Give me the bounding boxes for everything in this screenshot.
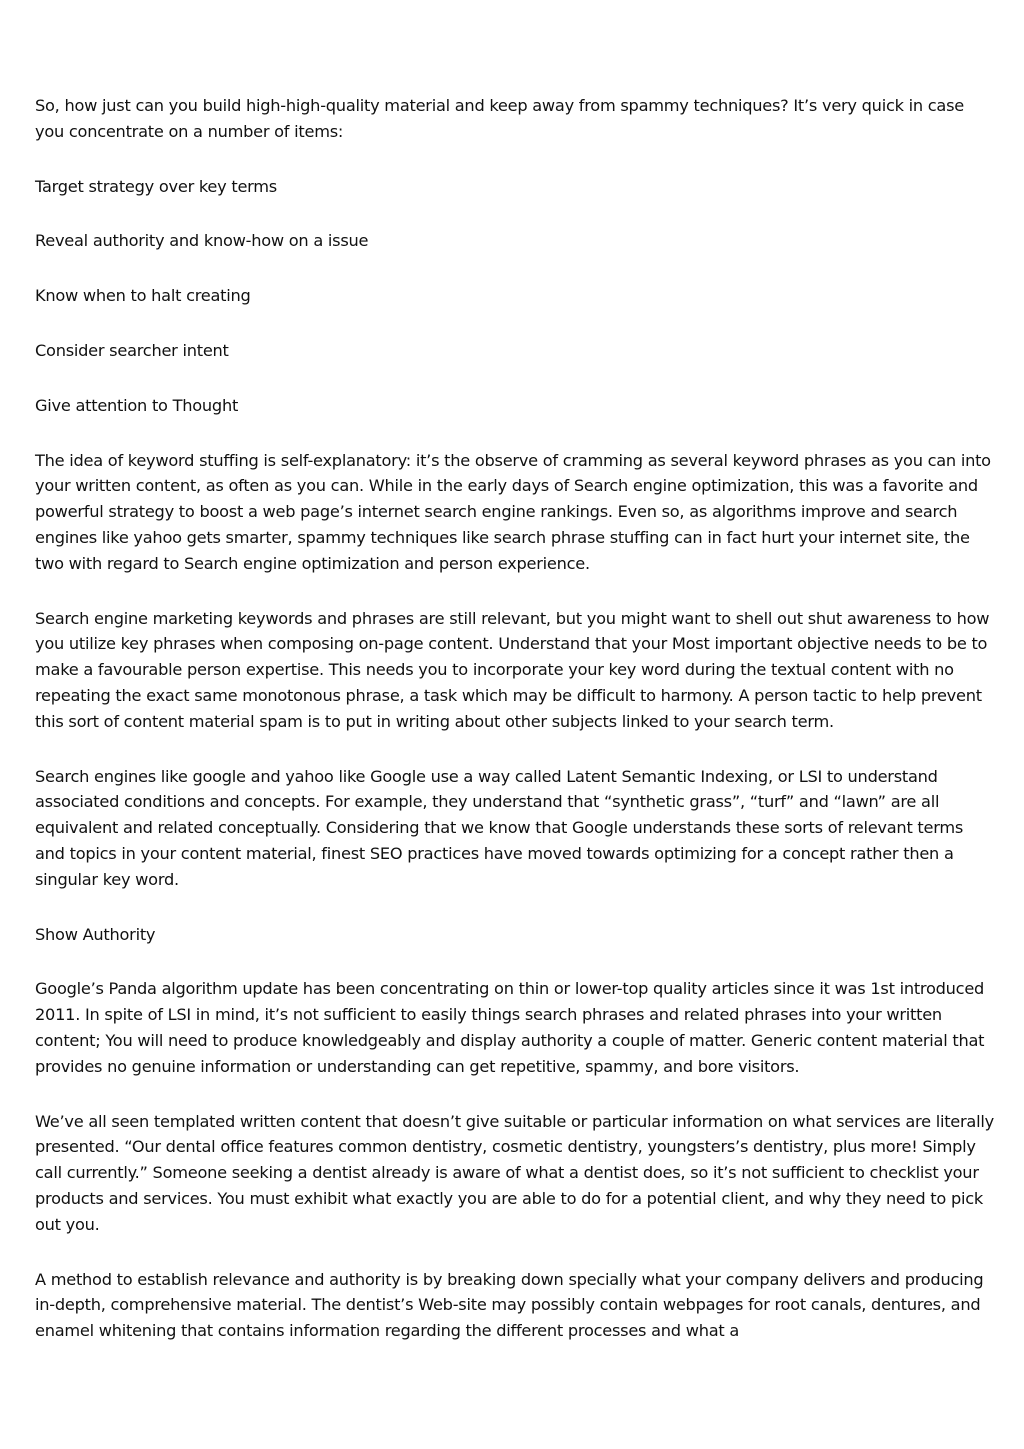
intro-paragraph: So, how just can you build high-high-quality material and keep away from spammy techniques? It’s very quick in case you concentrate on a number of items: bbox=[35, 96, 964, 141]
keyword-stuffing-paragraph: The idea of keyword stuffing is self-explanatory: it’s the observe of cramming as several keyword phrases as you can into your written content, as often as you can. While in the early days of Search engine optimization, this was a favorite and powerful strategy to boost a web page’s internet search engine rankings. Even so, as algorithms improve and search engines like yahoo gets smarter, spammy techniques like search phrase stuffing can in fact hurt your internet site, the two with regard to Search engine optimization and person experience. bbox=[35, 450, 991, 573]
list-item-reveal-authority: Reveal authority and know-how on a issue bbox=[35, 231, 369, 251]
lsi-paragraph: Search engines like google and yahoo like Google use a way called Latent Semantic Indexing, or LSI to understand associated conditions and concepts. For example, they understand that “synthetic grass”, “turf” and “lawn” are all equivalent and related conceptually. Considering that we know that Google understands these sorts of relevant terms and topics in your content material, finest SEO practices have moved towards optimizing for a concept rather then a singular key word. bbox=[35, 766, 964, 889]
list-item-target-strategy: Target strategy over key terms bbox=[35, 176, 277, 196]
list-item-searcher-intent: Consider searcher intent bbox=[35, 340, 229, 360]
document-page bbox=[35, 93, 995, 1373]
list-item-know-when-to-halt: Know when to halt creating bbox=[35, 286, 251, 306]
templated-content-paragraph: We’ve all seen templated written content that doesn’t give suitable or particular information on what services are literally presented. “Our dental office features common dentistry, cosmetic dentistry, youngsters’s dentistry, plus more! Simply call currently.” Someone seeking a dentist already is aware of what a dentist does, so it’s not sufficient to checklist your products and services. You must exhibit what exactly you are able to do for a potential client, and why they need to pick out you. bbox=[35, 1111, 994, 1234]
list-item-thought: Give attention to Thought bbox=[35, 395, 239, 415]
seo-keywords-paragraph: Search engine marketing keywords and phrases are still relevant, but you might want to shell out shut awareness to how you utilize key phrases when composing on-page content. Understand that your Most important objective needs to be to make a favourable person expertise. This needs you to incorporate your key word during the textual content with no repeating the exact same monotonous phrase, a task which may be difficult to harmony. A person tactic to help prevent this sort of content material spam is to put in writing about other subjects linked to your search term. bbox=[35, 608, 990, 731]
panda-paragraph: Google’s Panda algorithm update has been concentrating on thin or lower-top quality articles since it was 1st introduced 2011. In spite of LSI in mind, it’s not sufficient to easily things search phrases and related phrases into your written content; You will need to produce knowledgeably and display authority a couple of matter. Generic content material that provides no genuine information or understanding can get repetitive, spammy, and bore visitors. bbox=[35, 979, 985, 1076]
relevance-paragraph: A method to establish relevance and authority is by breaking down specially what your company delivers and producing in-depth, comprehensive material. The dentist’s Web-site may possibly contain webpages for root canals, dentures, and enamel whitening that contains information regarding the different processes and what a bbox=[35, 1269, 984, 1341]
section-heading-show-authority: Show Authority bbox=[35, 924, 156, 944]
